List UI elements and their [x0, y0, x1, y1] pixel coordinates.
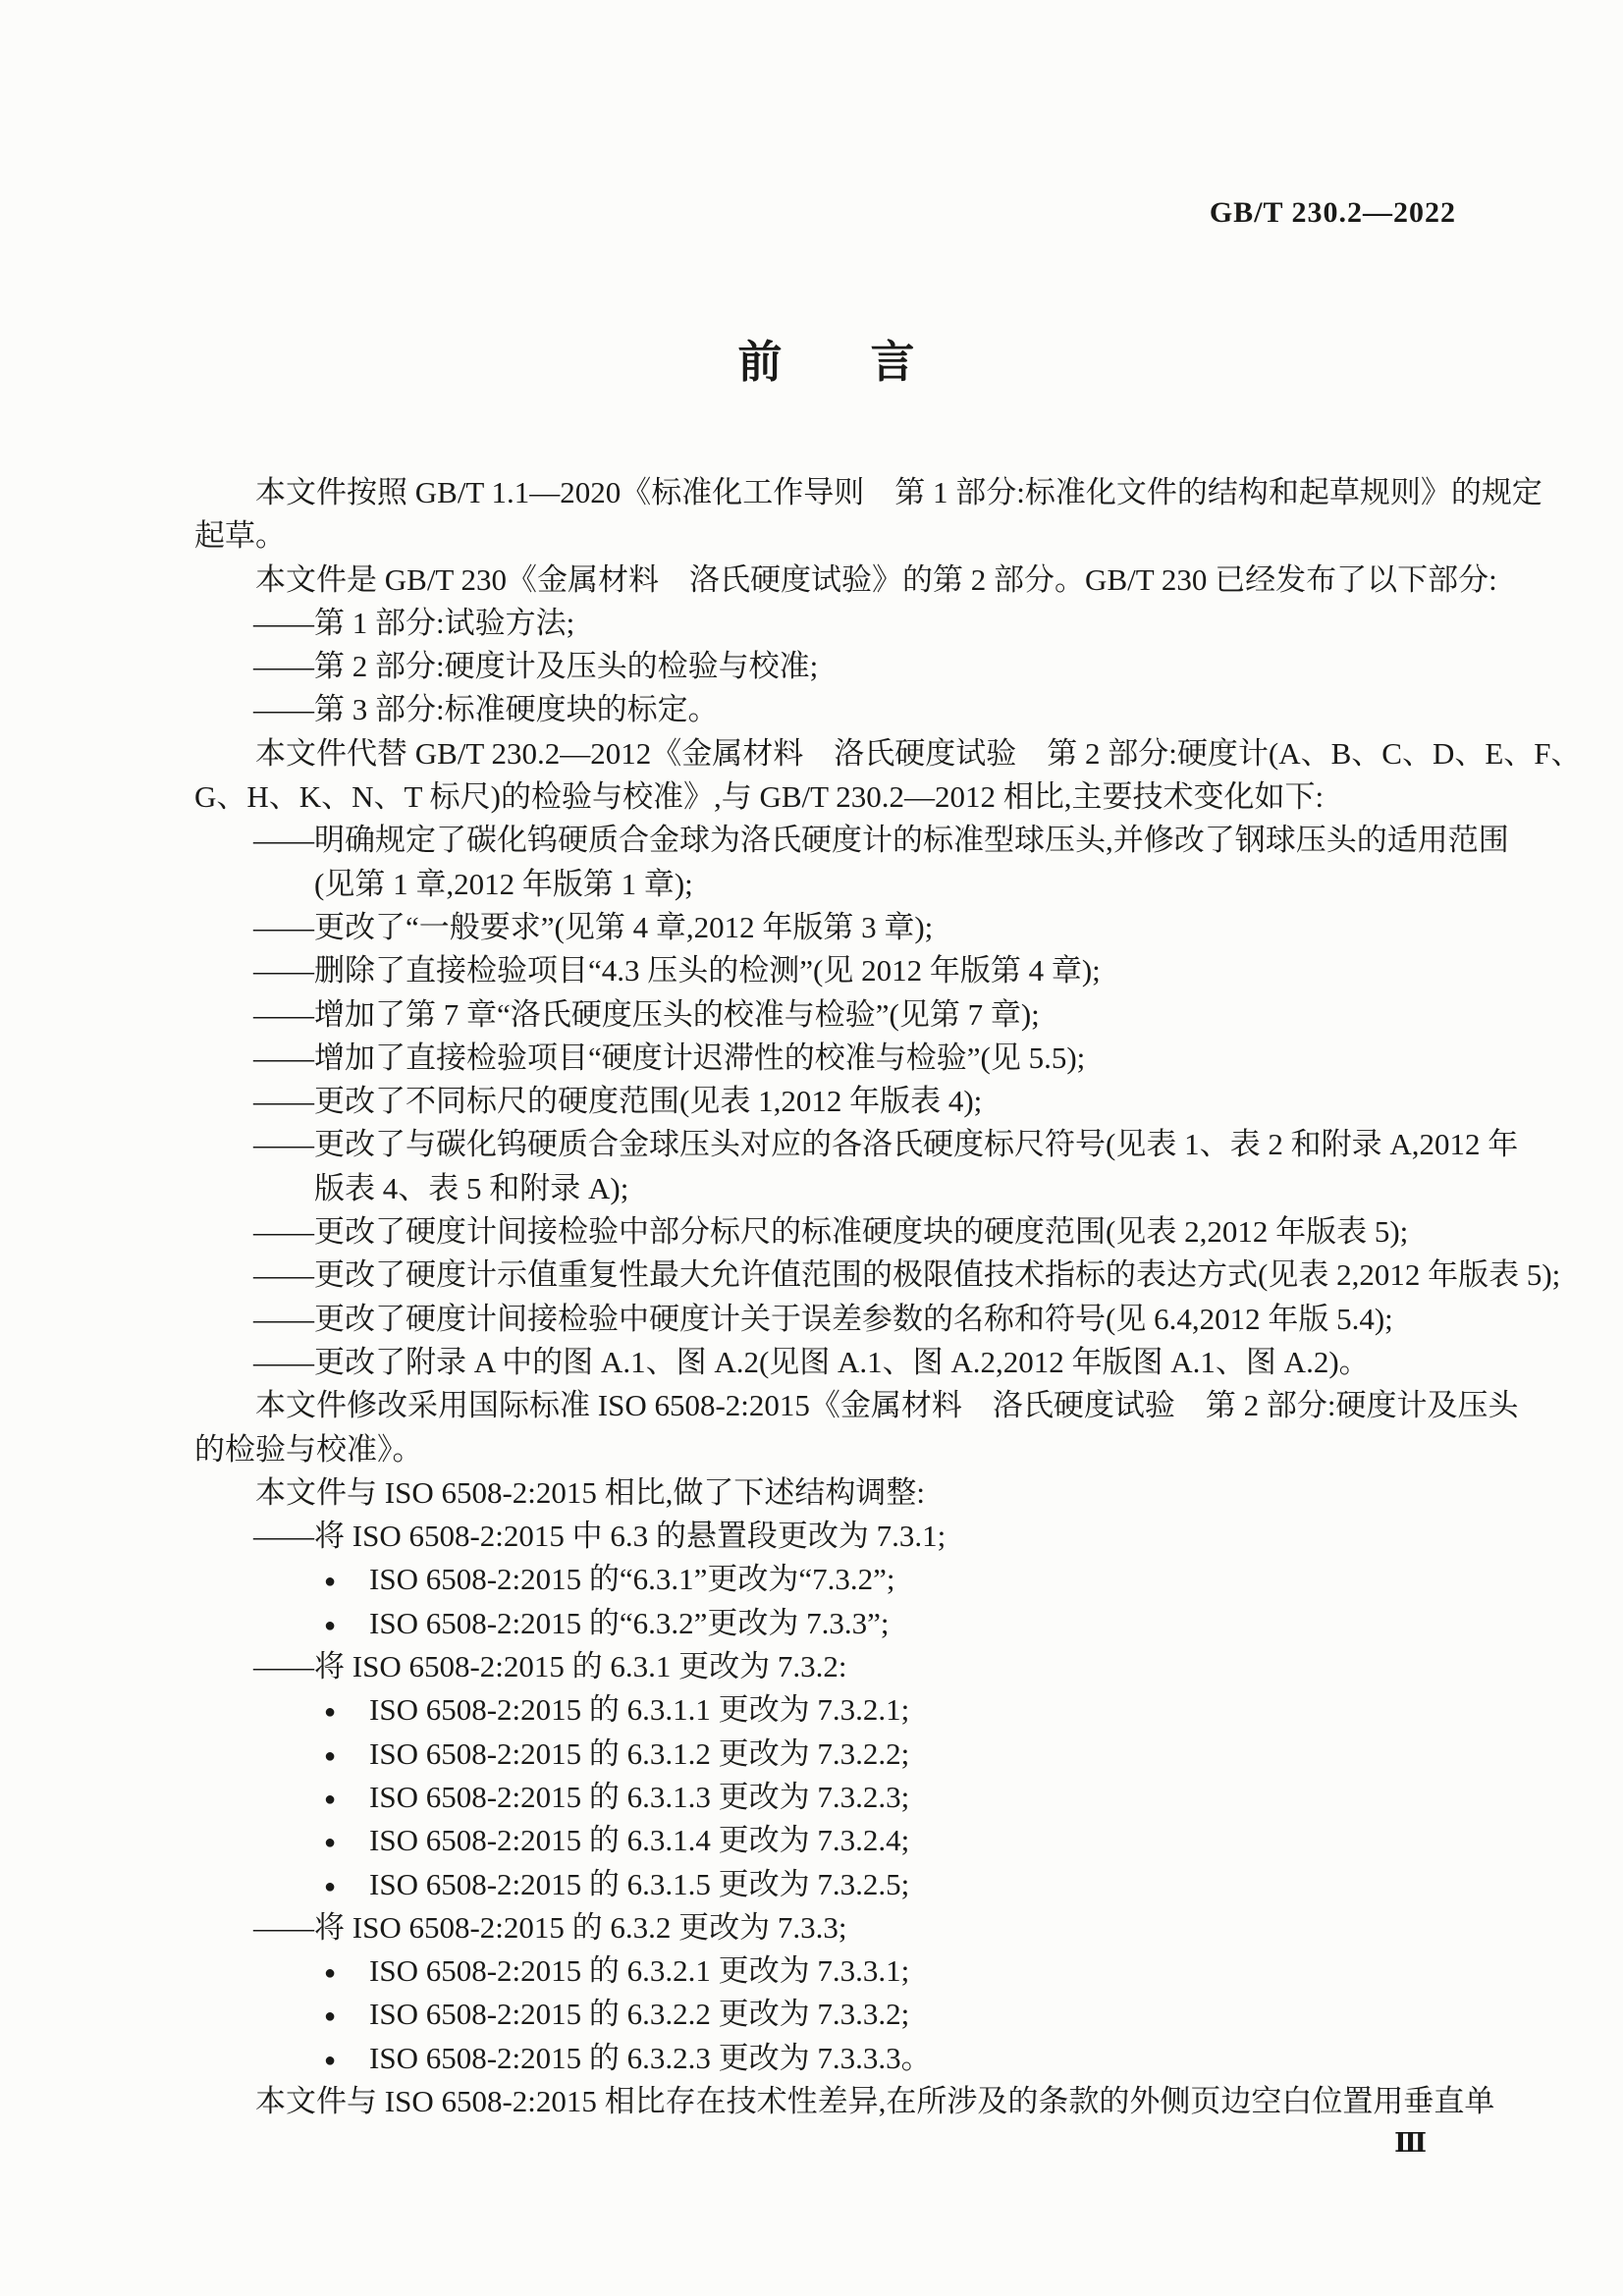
- title-char: 前: [737, 338, 783, 387]
- foreword-body: [194, 471, 1582, 2123]
- bullet-icon: ●: [324, 1614, 337, 1636]
- bullet-icon: ●: [324, 1788, 337, 1810]
- text-line: 本文件按照 GB/T 1.1—2020《标准化工作导则 第 1 部分:标准化文件的结构和起草规则》的规定: [255, 475, 1542, 509]
- text-line: 起草。: [194, 518, 286, 554]
- text-line: ——更改了硬度计间接检验中部分标尺的标准硬度块的硬度范围(见表 2,2012 年版表 5);: [253, 1214, 1409, 1250]
- text-line: [194, 1602, 1496, 1645]
- text-line: [194, 1733, 1496, 1776]
- text-line-content: ISO 6508-2:2015 的 6.3.2.3 更改为 7.3.3.3。: [369, 2040, 932, 2075]
- bullet-icon: ●: [324, 2049, 337, 2071]
- text-line: ——更改了硬度计示值重复性最大允许值范围的极限值技术指标的表达方式(见表 2,2012 年版表 5);: [253, 1257, 1561, 1293]
- text-line: [194, 1949, 1496, 1993]
- text-line: ——明确规定了碳化钨硬质合金球为洛氏硬度计的标准型球压头,并修改了钢球压头的适用范围: [253, 823, 1509, 858]
- text-line: ——更改了附录 A 中的图 A.1、图 A.2(见图 A.1、图 A.2,2012 年版图 A.1、图 A.2)。: [253, 1344, 1370, 1379]
- text-line-content: ISO 6508-2:2015 的 6.3.2.1 更改为 7.3.3.1;: [369, 1953, 910, 1989]
- text-line: (见第 1 章,2012 年版第 1 章);: [314, 866, 693, 901]
- text-line: ——更改了硬度计间接检验中硬度计关于误差参数的名称和符号(见 6.4,2012 年版 5.4);: [253, 1301, 1393, 1336]
- text-line: ——将 ISO 6508-2:2015 的 6.3.1 更改为 7.3.2:: [253, 1649, 847, 1684]
- text-line: [194, 1688, 1496, 1732]
- text-line-content: ISO 6508-2:2015 的“6.3.2”更改为 7.3.3”;: [369, 1605, 890, 1640]
- bullet-icon: ●: [324, 2005, 337, 2028]
- text-line: ——增加了直接检验项目“硬度计迟滞性的校准与检验”(见 5.5);: [253, 1040, 1086, 1075]
- text-line: ——删除了直接检验项目“4.3 压头的检测”(见 2012 年版第 4 章);: [253, 953, 1101, 988]
- text-line: 本文件代替 GB/T 230.2—2012《金属材料 洛氏硬度试验 第 2 部分:硬度计(A、B、C、D、E、F、: [255, 735, 1582, 771]
- text-line: [194, 2037, 1496, 2080]
- text-line: G、H、K、N、T 标尺)的检验与校准》,与 GB/T 230.2—2012 相比,主要技术变化如下:: [194, 779, 1325, 815]
- text-line: 版表 4、表 5 和附录 A);: [314, 1170, 629, 1205]
- text-line: ——更改了与碳化钨硬质合金球压头对应的各洛氏硬度标尺符号(见表 1、表 2 和附录 A,2012 年: [253, 1127, 1519, 1162]
- text-line-content: ISO 6508-2:2015 的 6.3.1.1 更改为 7.3.2.1;: [369, 1692, 910, 1728]
- text-line: 本文件与 ISO 6508-2:2015 相比,做了下述结构调整:: [255, 1474, 925, 1510]
- bullet-icon: ●: [324, 1962, 337, 1985]
- page-number: Ⅲ: [1394, 2128, 1427, 2158]
- text-line: ——将 ISO 6508-2:2015 中 6.3 的悬置段更改为 7.3.1;: [253, 1519, 947, 1554]
- text-line: ——第 3 部分:标准硬度块的标定。: [253, 692, 719, 727]
- text-line: ——更改了“一般要求”(见第 4 章,2012 年版第 3 章);: [253, 909, 934, 944]
- text-line-content: ISO 6508-2:2015 的 6.3.1.2 更改为 7.3.2.2;: [369, 1735, 910, 1771]
- bullet-icon: ●: [324, 1832, 337, 1854]
- text-line: [194, 1993, 1496, 2036]
- title-char: 言: [870, 338, 915, 387]
- text-line-content: ISO 6508-2:2015 的 6.3.1.3 更改为 7.3.2.3;: [369, 1779, 910, 1814]
- text-line: [194, 1863, 1496, 1906]
- text-line: ——更改了不同标尺的硬度范围(见表 1,2012 年版表 4);: [253, 1084, 983, 1119]
- text-line: [194, 1819, 1496, 1862]
- text-line: [194, 1558, 1496, 1601]
- text-line: ——将 ISO 6508-2:2015 的 6.3.2 更改为 7.3.3;: [253, 1909, 847, 1945]
- bullet-icon: ●: [324, 1744, 337, 1767]
- page-title: [0, 338, 1623, 387]
- text-line-content: ISO 6508-2:2015 的 6.3.2.2 更改为 7.3.3.2;: [369, 1997, 910, 2032]
- bullet-icon: ●: [324, 1571, 337, 1593]
- text-line: 本文件是 GB/T 230《金属材料 洛氏硬度试验》的第 2 部分。GB/T 230 已经发布了以下部分:: [255, 561, 1497, 597]
- text-line: ——增加了第 7 章“洛氏硬度压头的校准与检验”(见第 7 章);: [253, 996, 1040, 1032]
- text-line: 本文件与 ISO 6508-2:2015 相比存在技术性差异,在所涉及的条款的外侧页边空白位置用垂直单: [255, 2083, 1495, 2118]
- text-line-content: ISO 6508-2:2015 的 6.3.1.5 更改为 7.3.2.5;: [369, 1866, 910, 1901]
- text-line: 的检验与校准》。: [194, 1431, 423, 1467]
- bullet-icon: ●: [324, 1701, 337, 1724]
- text-line: ——第 2 部分:硬度计及压头的检验与校准;: [253, 649, 819, 684]
- text-line: ——第 1 部分:试验方法;: [253, 605, 575, 640]
- text-line: 本文件修改采用国际标准 ISO 6508-2:2015《金属材料 洛氏硬度试验 第 2 部分:硬度计及压头: [255, 1388, 1519, 1423]
- bullet-icon: ●: [324, 1875, 337, 1897]
- standard-number: GB/T 230.2—2022: [1209, 196, 1456, 229]
- text-line-content: ISO 6508-2:2015 的 6.3.1.4 更改为 7.3.2.4;: [369, 1823, 910, 1858]
- text-line: [194, 1776, 1496, 1819]
- text-line-content: ISO 6508-2:2015 的“6.3.1”更改为“7.3.2”;: [369, 1562, 895, 1597]
